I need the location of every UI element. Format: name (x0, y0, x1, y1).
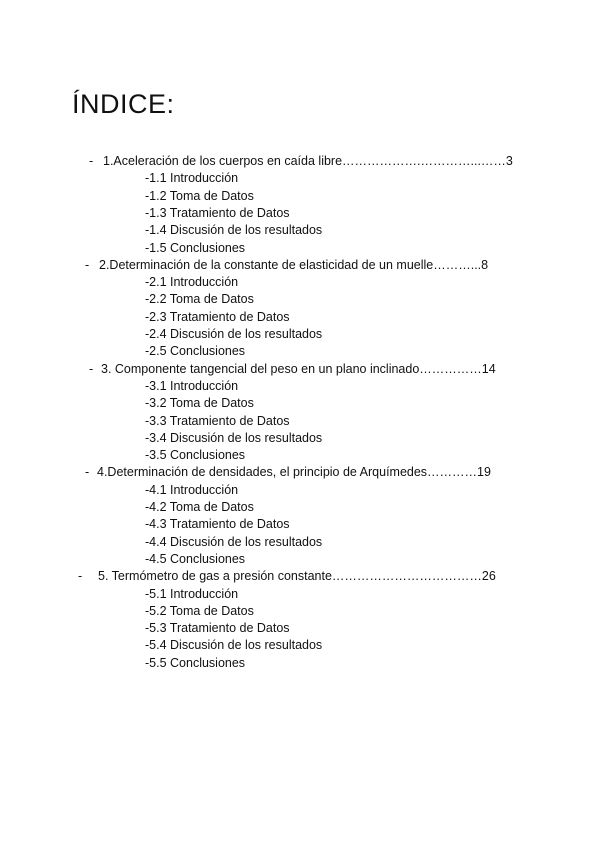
toc-subsection: -1.1 Introducción (145, 171, 239, 186)
toc-bullet: - (85, 465, 90, 480)
toc-section-entry: 1.Aceleración de los cuerpos en caída libre……………….…………...……3 (103, 154, 513, 168)
toc-subsection: -1.3 Tratamiento de Datos (145, 205, 290, 220)
toc-subsection: -3.4 Discusión de los resultados (145, 430, 323, 445)
toc-section-entry: 2.Determinación de la constante de elasticidad de un muelle………...8 (99, 257, 489, 272)
toc-subsection: -3.3 Tratamiento de Datos (145, 413, 290, 428)
toc-subsection: -3.5 Conclusiones (145, 448, 246, 463)
toc-subsection: -5.5 Conclusiones (145, 655, 246, 670)
toc-subsection: -1.5 Conclusiones (145, 240, 246, 255)
toc-subsection: -5.4 Discusión de los resultados (145, 638, 323, 653)
toc-subsection: -4.4 Discusión de los resultados (145, 534, 323, 549)
toc-subsection: -2.4 Discusión de los resultados (145, 327, 323, 341)
toc-subsection: -4.3 Tratamiento de Datos (145, 517, 290, 532)
page-title: ÍNDICE: (72, 89, 175, 119)
toc-section-3 (89, 361, 496, 378)
toc-subsection: -4.5 Conclusiones (145, 551, 246, 566)
toc-section-1 (89, 153, 513, 170)
toc-subsection: -3.1 Introducción (145, 378, 239, 393)
toc-bullet: - (89, 154, 94, 168)
toc-bullet: - (89, 361, 94, 376)
toc-subsection: -5.1 Introducción (145, 586, 239, 601)
toc-bullet: - (85, 257, 90, 272)
toc-subsection: -4.1 Introducción (145, 482, 239, 497)
toc-subsection: -2.5 Conclusiones (145, 344, 246, 359)
toc-subsection: -5.2 Toma de Datos (145, 603, 254, 618)
toc-subsection: -1.2 Toma de Datos (145, 188, 254, 203)
toc-section-2 (85, 257, 488, 274)
toc-subsection: -3.2 Toma de Datos (145, 396, 254, 411)
toc-section-entry: 3. Componente tangencial del peso en un plano inclinado……………14 (101, 361, 496, 376)
toc-subsection: -4.2 Toma de Datos (145, 500, 254, 514)
toc-section-5 (78, 568, 496, 585)
toc-section-entry: 5. Termómetro de gas a presión constante………………………………26 (98, 569, 496, 584)
toc-subsection: -5.3 Tratamiento de Datos (145, 621, 290, 636)
toc-subsection: -2.2 Toma de Datos (145, 292, 254, 307)
toc-subsection: -2.1 Introducción (145, 275, 239, 290)
toc-subsection: -2.3 Tratamiento de Datos (145, 309, 290, 324)
toc-section-4 (85, 464, 491, 481)
toc-bullet: - (78, 569, 83, 584)
toc-section-entry: 4.Determinación de densidades, el principio de Arquímedes…………19 (97, 465, 491, 480)
toc-subsection: -1.4 Discusión de los resultados (145, 223, 323, 238)
